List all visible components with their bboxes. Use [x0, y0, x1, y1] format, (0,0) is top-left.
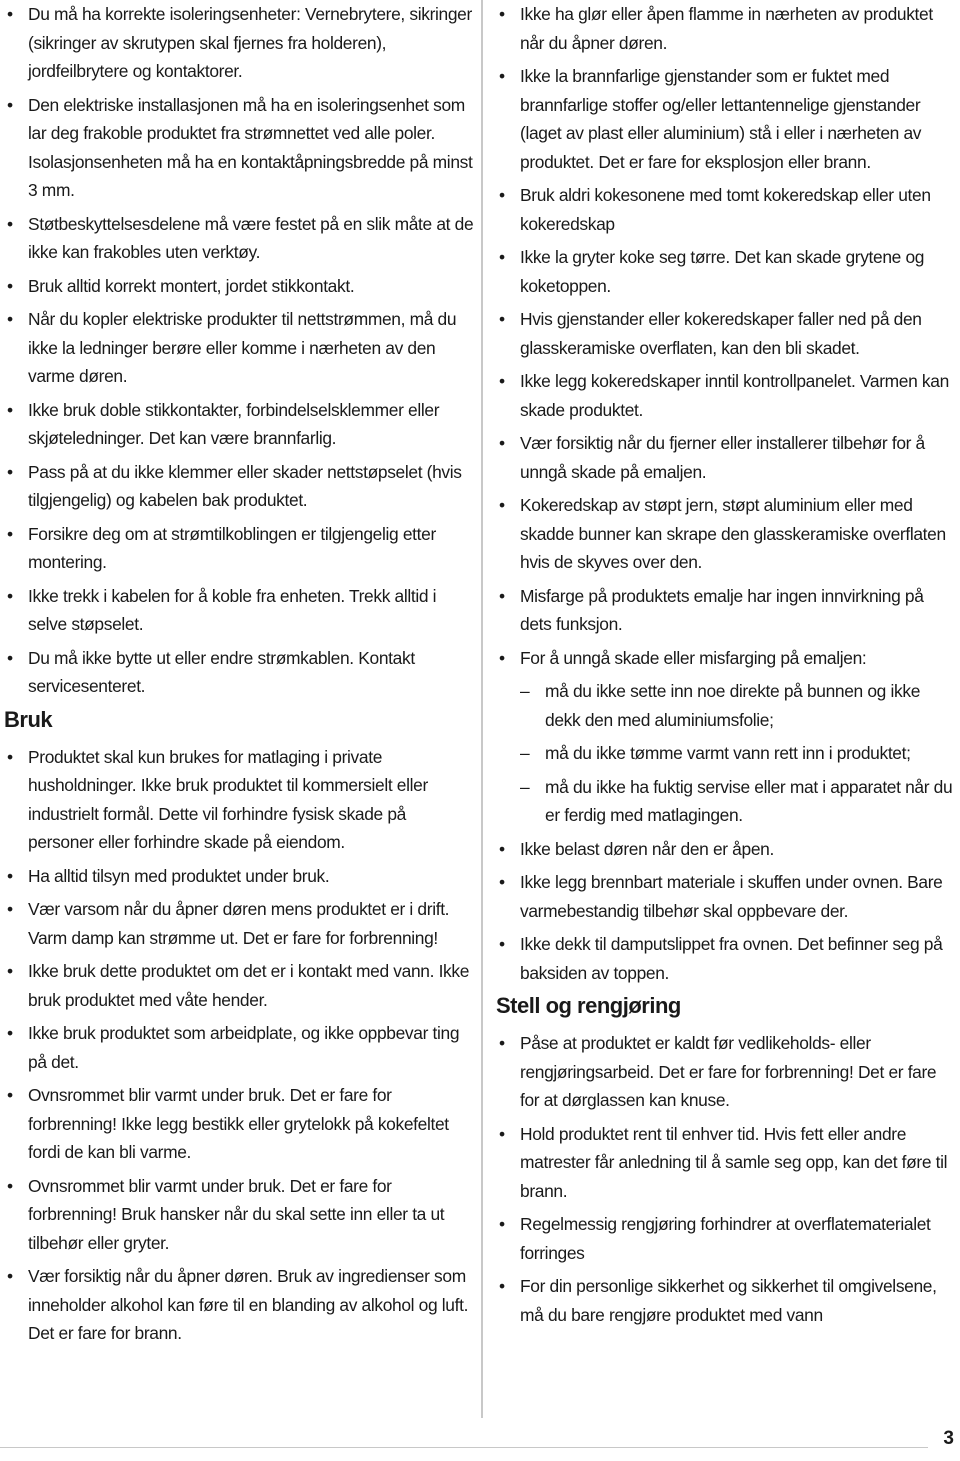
dash-list-item: – må du ikke ha fuktig servise eller mat i apparatet når du er ferdig med matlagingen. — [498, 773, 958, 830]
list-item: • Hold produktet rent til enhver tid. Hvis fett eller andre matrester får anledning til å samle seg opp, kan det føre til brann. — [498, 1120, 958, 1206]
list-item: • Ikke dekk til damputslippet fra ovnen. Det befinner seg på baksiden av toppen. — [498, 930, 958, 987]
left-column — [6, 0, 476, 1353]
list-item: • Vær varsom når du åpner døren mens produktet er i drift. Varm damp kan strømme ut. Det er fare for forbrenning! — [6, 895, 476, 952]
list-item: • Ikke legg kokeredskaper inntil kontrollpanelet. Varmen kan skade produktet. — [498, 367, 958, 424]
list-item: • Misfarge på produktets emalje har ingen innvirkning på dets funksjon. — [498, 582, 958, 639]
list-item: • Kokeredskap av støpt jern, støpt aluminium eller med skadde bunner kan skrape den glasskeramiske overflaten hvis de skyves over den. — [498, 491, 958, 577]
list-item: • Bruk aldri kokesonene med tomt kokeredskap eller uten kokeredskap — [498, 181, 958, 238]
list-item: • Ikke legg brennbart materiale i skuffen under ovnen. Bare varmebestandig tilbehør skal oppbevare der. — [498, 868, 958, 925]
list-item: • Ikke ha glør eller åpen flamme in nærheten av produktet når du åpner døren. — [498, 0, 958, 57]
list-item: • Den elektriske installasjonen må ha en isoleringsenhet som lar deg frakoble produktet fra strømnettet ved alle poler. Isolasjonsenheten må ha en kontaktåpningsbredde på minst 3 mm. — [6, 91, 476, 205]
list-item: • Ikke bruk doble stikkontakter, forbindelselsklemmer eller skjøteledninger. Det kan være brannfarlig. — [6, 396, 476, 453]
right-column — [498, 0, 958, 1334]
list-item: • Når du kopler elektriske produkter til nettstrømmen, må du ikke la ledninger berøre eller komme i nærheten av den varme døren. — [6, 305, 476, 391]
list-item: • Ikke trekk i kabelen for å koble fra enheten. Trekk alltid i selve støpselet. — [6, 582, 476, 639]
list-item: • For å unngå skade eller misfarging på emaljen: — [498, 644, 958, 673]
right-list-c — [498, 1029, 958, 1329]
list-item: • Forsikre deg om at strømtilkoblingen er tilgjengelig etter montering. — [6, 520, 476, 577]
footer-rule — [0, 1447, 928, 1448]
list-item: • Ovnsrommet blir varmt under bruk. Det er fare for forbrenning! Bruk hansker når du skal sette inn eller ta ut tilbehør eller gryter. — [6, 1172, 476, 1258]
right-dash-list — [498, 677, 958, 830]
list-item: • Ikke la gryter koke seg tørre. Det kan skade grytene og koketoppen. — [498, 243, 958, 300]
list-item: • Ikke bruk dette produktet om det er i kontakt med vann. Ikke bruk produktet med våte hender. — [6, 957, 476, 1014]
list-item: • Påse at produktet er kaldt før vedlikeholds- eller rengjøringsarbeid. Det er fare for forbrenning! Det er fare for at dørglassen kan knuse. — [498, 1029, 958, 1115]
list-item: • Vær forsiktig når du fjerner eller installerer tilbehør for å unngå skade på emaljen. — [498, 429, 958, 486]
list-item: • Ovnsrommet blir varmt under bruk. Det er fare for forbrenning! Ikke legg bestikk eller grytelokk på kokefeltet fordi de kan bli varme. — [6, 1081, 476, 1167]
list-item: • Vær forsiktig når du åpner døren. Bruk av ingredienser som inneholder alkohol kan føre til en blanding av alkohol og luft. Det er fare for brann. — [6, 1262, 476, 1348]
page-number: 3 — [943, 1428, 954, 1449]
right-list-b — [498, 835, 958, 988]
dash-list-item: – må du ikke sette inn noe direkte på bunnen og ikke dekk den med aluminiumsfolie; — [498, 677, 958, 734]
list-item: • Bruk alltid korrekt montert, jordet stikkontakt. — [6, 272, 476, 301]
list-item: • Du må ha korrekte isoleringsenheter: Vernebrytere, sikringer (sikringer av skrutypen skal fjernes fra holderen), jordfeilbrytere og kontaktorer. — [6, 0, 476, 86]
list-item: • Pass på at du ikke klemmer eller skader nettstøpselet (hvis tilgjengelig) og kabelen bak produktet. — [6, 458, 476, 515]
list-item: • Ikke belast døren når den er åpen. — [498, 835, 958, 864]
left-list-a — [6, 0, 476, 701]
right-list-a — [498, 0, 958, 672]
list-item: • Du må ikke bytte ut eller endre strømkablen. Kontakt servicesenteret. — [6, 644, 476, 701]
dash-list-item: – må du ikke tømme varmt vann rett inn i produktet; — [498, 739, 958, 768]
section-heading-bruk: Bruk — [4, 706, 53, 732]
list-item: • Ha alltid tilsyn med produktet under bruk. — [6, 862, 476, 891]
left-list-b — [6, 743, 476, 1348]
list-item: • Hvis gjenstander eller kokeredskaper faller ned på den glasskeramiske overflaten, kan den bli skadet. — [498, 305, 958, 362]
list-item: • For din personlige sikkerhet og sikkerhet til omgivelsene, må du bare rengjøre produktet med vann — [498, 1272, 958, 1329]
list-item: • Ikke bruk produktet som arbeidplate, og ikke oppbevar ting på det. — [6, 1019, 476, 1076]
section-heading-stell: Stell og rengjøring — [496, 993, 681, 1018]
list-item: • Ikke la brannfarlige gjenstander som er fuktet med brannfarlige stoffer og/eller lettantennelige gjenstander (laget av plast eller aluminium) stå i eller i nærheten av produktet. Det er fare for eksplosjon eller brann. — [498, 62, 958, 176]
column-divider — [481, 0, 483, 1418]
list-item: • Regelmessig rengjøring forhindrer at overflatematerialet forringes — [498, 1210, 958, 1267]
list-item: • Produktet skal kun brukes for matlaging i private husholdninger. Ikke bruk produktet til kommersielt eller industrielt formål. Dette vil forhindre fysisk skade på personer eller forhindre skade på eiendom. — [6, 743, 476, 857]
list-item: • Støtbeskyttelsesdelene må være festet på en slik måte at de ikke kan frakobles uten verktøy. — [6, 210, 476, 267]
